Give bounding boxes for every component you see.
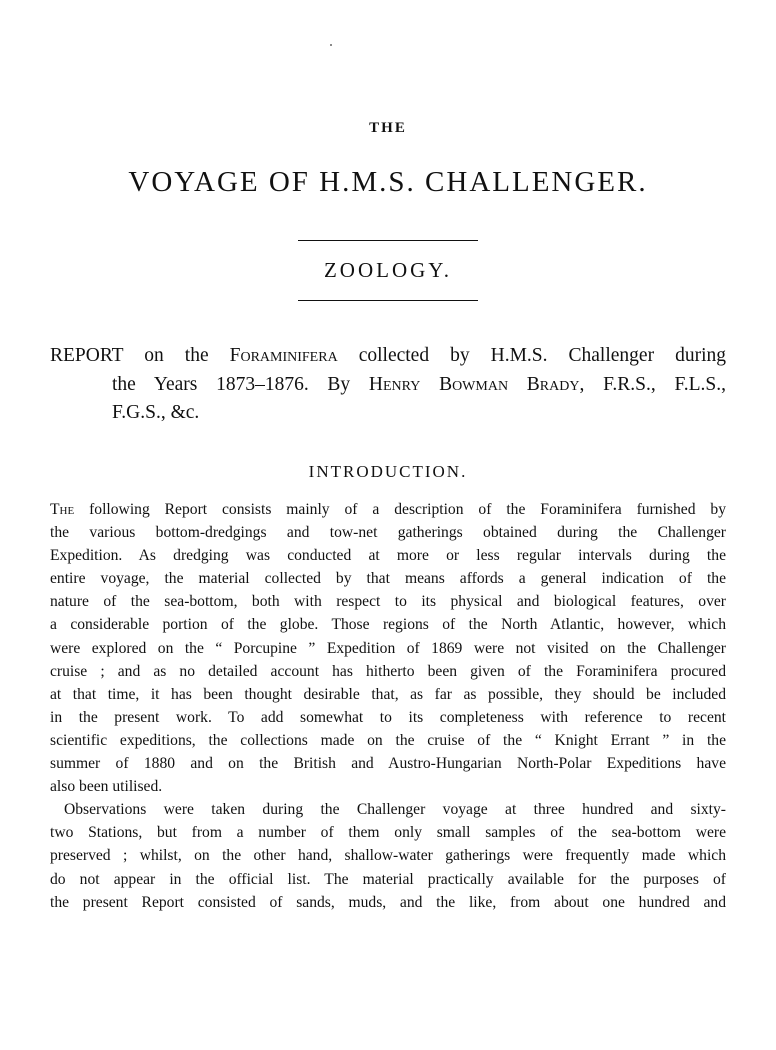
body-line: scientific expeditions, the collections made on the cruise of the “ Knight Errant ” in the xyxy=(50,731,726,749)
body-line: in the present work. To add somewhat to its completeness with reference to recent xyxy=(50,708,726,726)
heading-the: THE xyxy=(369,120,407,136)
report-line-2 xyxy=(50,371,726,400)
report-line-2-a: the Years 1873–1876. By xyxy=(112,373,369,395)
body-line: also been utilised. xyxy=(50,778,163,796)
body-line: two Stations, but from a number of them only small samples of the sea-bottom were xyxy=(50,824,726,842)
body-line: a considerable portion of the globe. Those regions of the North Atlantic, however, which xyxy=(50,616,726,634)
section-title: ZOOLOGY. xyxy=(323,258,453,282)
body-line: do not appear in the official list. The material practically available for the purposes of xyxy=(50,870,726,888)
body-line: preserved ; whilst, on the other hand, shallow-water gatherings were frequently made which xyxy=(50,847,726,865)
body-line: the present Report consisted of sands, muds, and the like, from about one hundred and xyxy=(50,893,726,911)
body-line: Observations were taken during the Challenger voyage at three hundred and sixty- xyxy=(64,801,726,819)
body-line: the various bottom-dredgings and tow-net gatherings obtained during the Challenger xyxy=(50,524,726,542)
report-author: Henry Bowman Brady xyxy=(368,373,580,395)
report-line-3: F.G.S., &c. xyxy=(112,402,200,423)
divider-bottom xyxy=(298,300,478,301)
first-word: The xyxy=(50,501,75,518)
introduction-body xyxy=(50,498,726,914)
report-line-2-b: , F.R.S., F.L.S., xyxy=(579,373,726,395)
body-line: were explored on the “ Porcupine ” Expedition of 1869 were not visited on the Challenger xyxy=(50,639,726,657)
body-line: nature of the sea-bottom, both with respect to its physical and biological features, over xyxy=(50,593,726,611)
report-line-1 xyxy=(50,342,726,371)
ink-speck xyxy=(330,44,332,46)
body-line: summer of 1880 and on the British and Austro-Hungarian North-Polar Expeditions have xyxy=(50,755,726,773)
introduction-heading: INTRODUCTION. xyxy=(308,462,468,481)
body-line-text: following Report consists mainly of a description of the Foraminifera furnished by xyxy=(74,501,726,518)
report-subject: Foraminifera xyxy=(229,345,338,366)
body-line xyxy=(50,498,726,521)
body-line: at that time, it has been thought desirable that, as far as possible, they should be included xyxy=(50,685,726,703)
body-line: entire voyage, the material collected by that means affords a general indication of the xyxy=(50,570,726,588)
report-title-block xyxy=(50,342,726,428)
body-line: Expedition. As dredging was conducted at more or less regular intervals during the xyxy=(50,547,726,565)
divider-top xyxy=(298,240,478,241)
report-line-1-b: collected by H.M.S. Challenger during xyxy=(337,345,726,366)
body-line: cruise ; and as no detailed account has hitherto been given of the Foraminifera procured xyxy=(50,662,726,680)
page-title: VOYAGE OF H.M.S. CHALLENGER. xyxy=(128,166,648,198)
report-line-1-a: REPORT on the xyxy=(50,345,230,366)
